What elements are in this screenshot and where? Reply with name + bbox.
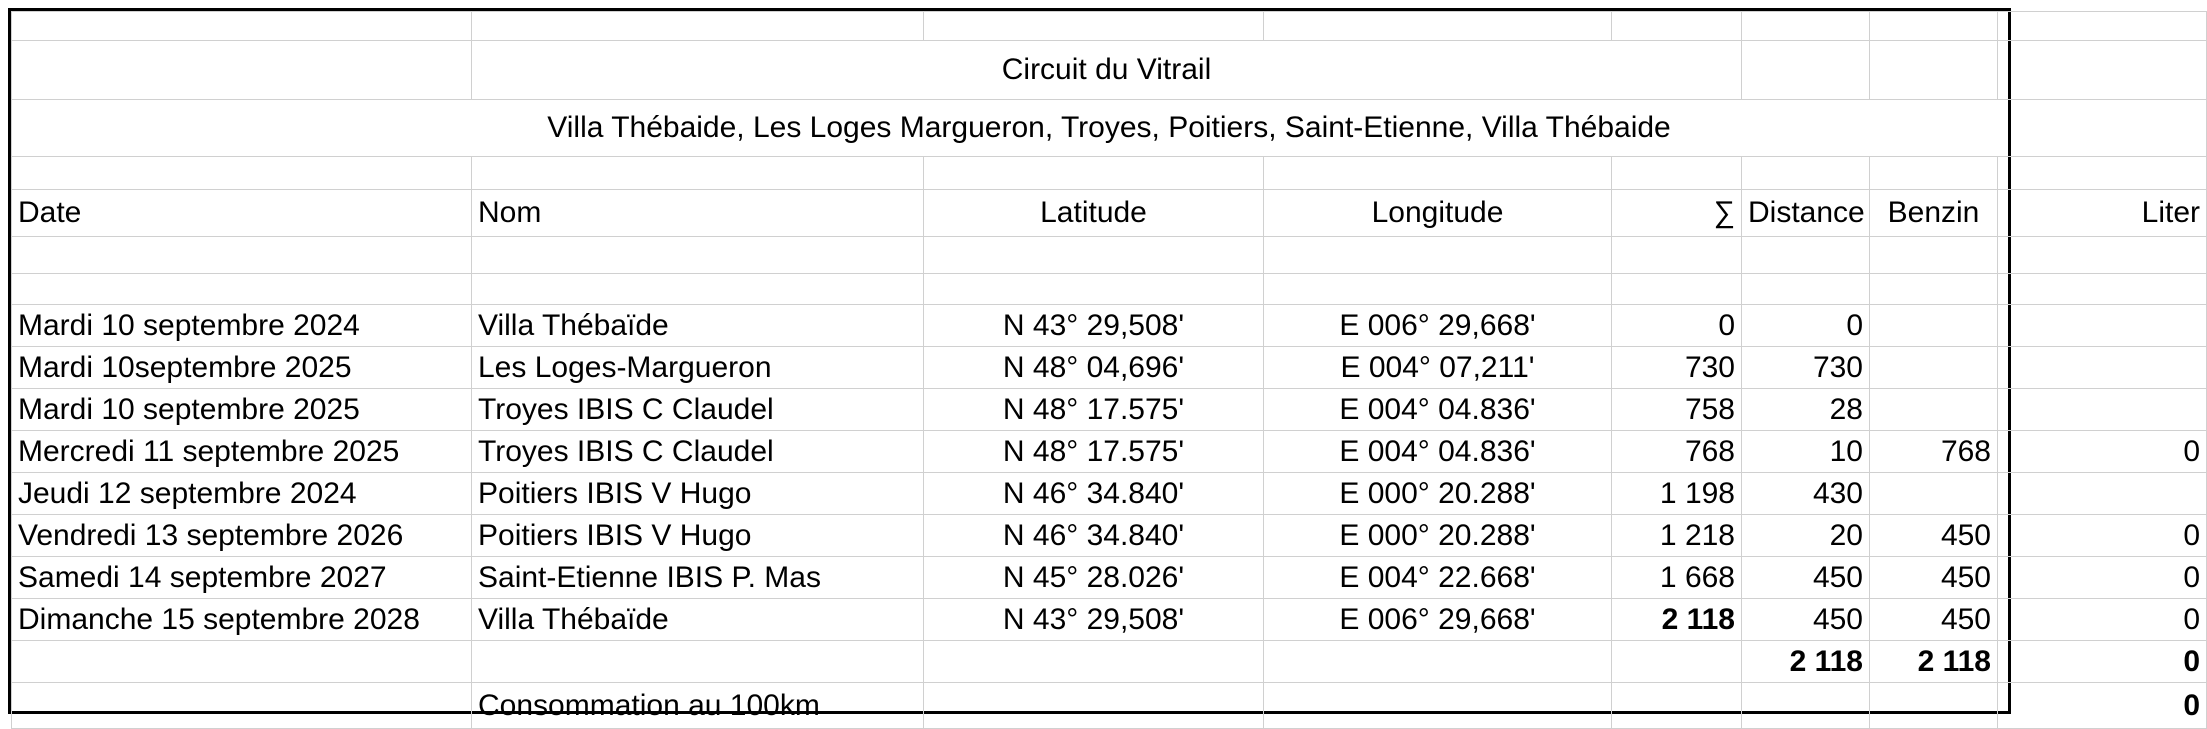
cell-empty[interactable] [12,274,472,305]
cell-nom[interactable]: Poitiers IBIS V Hugo [472,473,924,515]
cell-empty[interactable] [924,157,1264,190]
cell-empty[interactable] [1742,274,1870,305]
table-footer-row [12,683,2207,729]
header-nom[interactable]: Nom [472,190,924,237]
table-row-spacer [12,274,2207,305]
title-row [12,41,2207,100]
cell-latitude[interactable]: N 48° 17.575' [924,431,1264,473]
cell-empty[interactable] [1870,41,1998,100]
table-row-spacer [12,237,2207,274]
cell-benzin[interactable] [1870,347,1998,389]
table-row [12,473,2207,515]
total-benzin[interactable]: 2 118 [1870,641,1998,683]
cell-empty[interactable] [1742,12,1870,41]
cell-empty[interactable] [1264,157,1612,190]
cell-longitude[interactable]: E 004° 04.836' [1264,431,1612,473]
cell-benzin[interactable]: 768 [1870,431,1998,473]
cell-liter[interactable] [1998,389,2207,431]
cell-empty[interactable] [1612,274,1742,305]
cell-empty[interactable] [1998,41,2207,100]
cell-empty[interactable] [1612,237,1742,274]
cell-sum[interactable]: 730 [1612,347,1742,389]
cell-empty[interactable] [1264,274,1612,305]
cell-distance[interactable]: 20 [1742,515,1870,557]
table-row [12,599,2207,641]
cell-empty[interactable] [924,641,1264,683]
cell-latitude[interactable]: N 45° 28.026' [924,557,1264,599]
cell-nom[interactable]: Troyes IBIS C Claudel [472,389,924,431]
cell-date[interactable]: Mardi 10 septembre 2024 [12,305,472,347]
cell-empty[interactable] [12,237,472,274]
total-liter[interactable]: 0 [1998,641,2207,683]
cell-distance[interactable]: 10 [1742,431,1870,473]
cell-empty[interactable] [1870,12,1998,41]
cell-date[interactable]: Mercredi 11 septembre 2025 [12,431,472,473]
table-header-row [12,190,2207,237]
cell-sum[interactable]: 2 118 [1612,599,1742,641]
cell-date[interactable]: Samedi 14 septembre 2027 [12,557,472,599]
cell-empty[interactable] [924,274,1264,305]
cell-empty[interactable] [12,157,472,190]
cell-distance[interactable]: 0 [1742,305,1870,347]
cell-benzin[interactable] [1870,389,1998,431]
cell-date[interactable]: Mardi 10septembre 2025 [12,347,472,389]
cell-latitude[interactable]: N 48° 17.575' [924,389,1264,431]
header-longitude[interactable]: Longitude [1264,190,1612,237]
cell-liter[interactable]: 0 [1998,431,2207,473]
cell-sum[interactable]: 768 [1612,431,1742,473]
cell-sum[interactable]: 1 668 [1612,557,1742,599]
cell-latitude[interactable]: N 46° 34.840' [924,473,1264,515]
cell-date[interactable]: Jeudi 12 septembre 2024 [12,473,472,515]
cell-sum[interactable]: 1 218 [1612,515,1742,557]
cell-date[interactable]: Dimanche 15 septembre 2028 [12,599,472,641]
cell-empty[interactable] [1870,683,1998,729]
table-row [12,515,2207,557]
cell-longitude[interactable]: E 000° 20.288' [1264,473,1612,515]
cell-sum[interactable]: 758 [1612,389,1742,431]
table-row [12,305,2207,347]
cell-empty[interactable] [1612,157,1742,190]
cell-empty[interactable] [12,641,472,683]
cell-empty[interactable] [1742,41,1870,100]
cell-nom[interactable]: Poitiers IBIS V Hugo [472,515,924,557]
cell-liter[interactable] [1998,305,2207,347]
cell-liter[interactable]: 0 [1998,557,2207,599]
cell-empty[interactable] [924,683,1264,729]
cell-empty[interactable] [924,237,1264,274]
cell-empty[interactable] [12,41,472,100]
cell-nom[interactable]: Villa Thébaïde [472,599,924,641]
cell-empty[interactable] [1264,683,1612,729]
cell-empty[interactable] [1870,274,1998,305]
cell-empty[interactable] [472,12,924,41]
cell-empty[interactable] [1870,157,1998,190]
cell-benzin[interactable]: 450 [1870,557,1998,599]
cell-date[interactable]: Vendredi 13 septembre 2026 [12,515,472,557]
consumption-label[interactable]: Consommation au 100km [472,683,924,729]
cell-empty[interactable] [1742,237,1870,274]
cell-empty[interactable] [1264,237,1612,274]
cell-distance[interactable]: 450 [1742,557,1870,599]
header-distance[interactable]: Distance [1742,190,1870,237]
cell-empty[interactable] [1612,12,1742,41]
header-sum[interactable]: ∑ [1612,190,1742,237]
cell-liter[interactable]: 0 [1998,599,2207,641]
cell-empty[interactable] [472,641,924,683]
cell-longitude[interactable]: E 006° 29,668' [1264,599,1612,641]
table-row [12,431,2207,473]
cell-benzin[interactable] [1870,305,1998,347]
cell-empty[interactable] [1870,237,1998,274]
cell-empty[interactable] [472,157,924,190]
cell-benzin[interactable] [1870,473,1998,515]
spreadsheet-sheet [8,8,2200,722]
header-benzin[interactable]: Benzin [1870,190,1998,237]
cell-latitude[interactable]: N 43° 29,508' [924,305,1264,347]
cell-liter[interactable] [1998,473,2207,515]
cell-empty[interactable] [12,12,472,41]
cell-longitude[interactable]: E 006° 29,668' [1264,305,1612,347]
trip-table [11,11,2207,729]
table-row-spacer [12,157,2207,190]
cell-sum[interactable]: 0 [1612,305,1742,347]
cell-empty[interactable] [1612,641,1742,683]
table-row [12,557,2207,599]
cell-empty[interactable] [1612,683,1742,729]
table-totals-row [12,641,2207,683]
cell-empty[interactable] [1998,274,2207,305]
cell-sum[interactable]: 1 198 [1612,473,1742,515]
cell-longitude[interactable]: E 004° 22.668' [1264,557,1612,599]
cell-empty[interactable] [924,12,1264,41]
header-date[interactable]: Date [12,190,472,237]
table-row-spacer [12,12,2207,41]
document-subtitle[interactable]: Villa Thébaide, Les Loges Margueron, Troyes, Poitiers, Saint-Etienne, Villa Thébaide [12,100,2207,157]
table-row [12,347,2207,389]
cell-empty[interactable] [1998,12,2207,41]
cell-benzin[interactable]: 450 [1870,599,1998,641]
cell-longitude[interactable]: E 004° 04.836' [1264,389,1612,431]
table-row [12,389,2207,431]
cell-distance[interactable]: 28 [1742,389,1870,431]
cell-distance[interactable]: 730 [1742,347,1870,389]
cell-empty[interactable] [1742,157,1870,190]
cell-empty[interactable] [472,237,924,274]
document-title[interactable]: Circuit du Vitrail [472,41,1742,100]
header-latitude[interactable]: Latitude [924,190,1264,237]
cell-date[interactable]: Mardi 10 septembre 2025 [12,389,472,431]
cell-empty[interactable] [12,683,472,729]
cell-liter[interactable]: 0 [1998,515,2207,557]
cell-liter[interactable] [1998,347,2207,389]
consumption-liter[interactable]: 0 [1998,683,2207,729]
cell-nom[interactable]: Villa Thébaïde [472,305,924,347]
cell-longitude[interactable]: E 000° 20.288' [1264,515,1612,557]
cell-nom[interactable]: Saint-Etienne IBIS P. Mas [472,557,924,599]
cell-longitude[interactable]: E 004° 07,211' [1264,347,1612,389]
cell-latitude[interactable]: N 43° 29,508' [924,599,1264,641]
cell-empty[interactable] [472,274,924,305]
cell-latitude[interactable]: N 46° 34.840' [924,515,1264,557]
cell-empty[interactable] [1742,683,1870,729]
cell-nom[interactable]: Troyes IBIS C Claudel [472,431,924,473]
cell-empty[interactable] [1998,157,2207,190]
cell-distance[interactable]: 450 [1742,599,1870,641]
total-distance[interactable]: 2 118 [1742,641,1870,683]
cell-empty[interactable] [1998,237,2207,274]
cell-benzin[interactable]: 450 [1870,515,1998,557]
cell-empty[interactable] [1264,12,1612,41]
cell-latitude[interactable]: N 48° 04,696' [924,347,1264,389]
header-liter[interactable]: Liter [1998,190,2207,237]
cell-nom[interactable]: Les Loges-Margueron [472,347,924,389]
cell-distance[interactable]: 430 [1742,473,1870,515]
cell-empty[interactable] [1264,641,1612,683]
subtitle-row [12,100,2207,157]
